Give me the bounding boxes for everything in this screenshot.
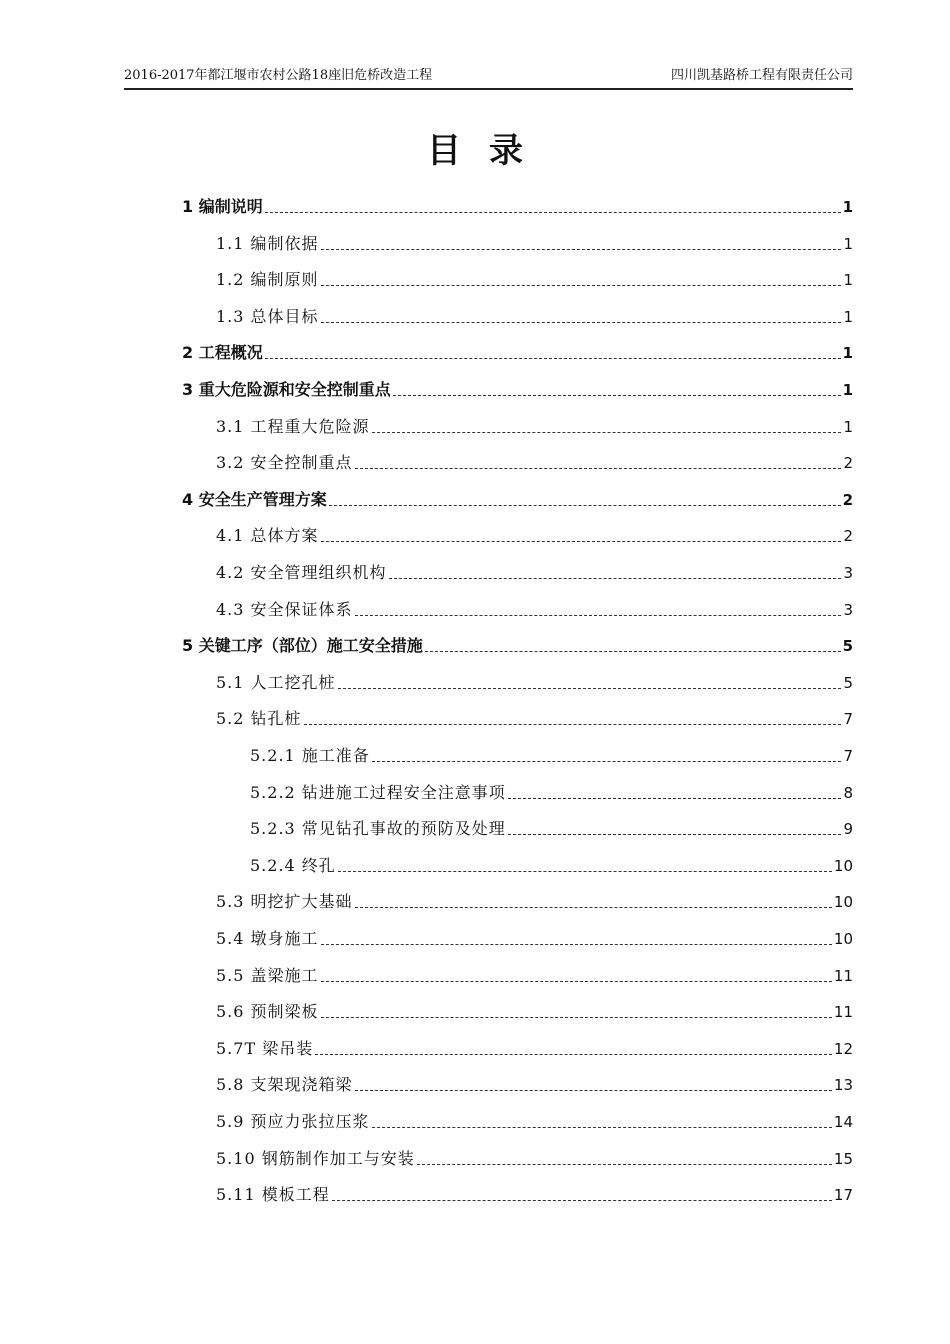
toc-leader-line	[389, 565, 842, 579]
toc-entry-label: 3.2 安全控制重点	[216, 453, 353, 472]
toc-entry-page-number: 15	[833, 1150, 853, 1168]
toc-entry[interactable]	[216, 1109, 853, 1135]
toc-leader-line	[355, 455, 842, 469]
toc-entry-label: 4 安全生产管理方案	[182, 490, 327, 509]
toc-entry[interactable]	[182, 633, 853, 659]
toc-entry-page-number: 17	[833, 1186, 853, 1204]
toc-leader-line	[355, 602, 842, 616]
toc-entry-page-number: 1	[842, 344, 853, 362]
toc-entry-page-number: 5	[843, 674, 853, 692]
toc-leader-line	[321, 968, 832, 982]
toc-entry[interactable]	[216, 1182, 853, 1208]
toc-entry-page-number: 3	[843, 564, 853, 582]
toc-entry[interactable]	[216, 414, 853, 440]
toc-entry-page-number: 1	[842, 198, 853, 216]
toc-entry[interactable]	[250, 816, 853, 842]
toc-entry-label: 5.9 预应力张拉压浆	[216, 1112, 370, 1131]
toc-leader-line	[321, 236, 842, 250]
toc-leader-line	[265, 199, 841, 213]
toc-entry[interactable]	[216, 999, 853, 1025]
header-company-name: 四川凯基路桥工程有限责任公司	[670, 68, 853, 83]
toc-entry-page-number: 13	[833, 1076, 853, 1094]
toc-entry[interactable]	[250, 853, 853, 879]
toc-entry-label: 5.8 支架现浇箱梁	[216, 1075, 353, 1094]
toc-leader-line	[372, 419, 842, 433]
toc-entry-page-number: 14	[833, 1113, 853, 1131]
toc-entry-page-number: 8	[843, 784, 853, 802]
toc-entry-page-number: 10	[833, 857, 853, 875]
toc-leader-line	[508, 785, 842, 799]
toc-entry-label: 4.2 安全管理组织机构	[216, 563, 387, 582]
toc-entry[interactable]	[250, 743, 853, 769]
toc-entry[interactable]	[216, 1072, 853, 1098]
toc-entry-label: 3 重大危险源和安全控制重点	[182, 380, 391, 399]
toc-entry-page-number: 10	[833, 930, 853, 948]
toc-entry-label: 5.2 钻孔桩	[216, 709, 302, 728]
toc-leader-line	[321, 309, 842, 323]
toc-entry-label: 5.4 墩身施工	[216, 929, 319, 948]
toc-entry-page-number: 2	[843, 527, 853, 545]
page-title: 目录	[427, 131, 551, 171]
toc-entry-label: 5.2.4 终孔	[250, 856, 336, 875]
toc-leader-line	[315, 1041, 832, 1055]
toc-entry[interactable]	[216, 889, 853, 915]
toc-entry-page-number: 11	[833, 1003, 853, 1021]
toc-entry-label: 5.1 人工挖孔桩	[216, 673, 336, 692]
toc-leader-line	[304, 711, 842, 725]
toc-entry-label: 1.3 总体目标	[216, 307, 319, 326]
header-project-name: 2016-2017年都江堰市农村公路18座旧危桥改造工程	[124, 68, 433, 83]
toc-entry-page-number: 3	[843, 601, 853, 619]
toc-entry[interactable]	[216, 670, 853, 696]
toc-entry[interactable]	[250, 780, 853, 806]
toc-entry-label: 1 编制说明	[182, 197, 263, 216]
toc-entry-label: 3.1 工程重大危险源	[216, 417, 370, 436]
toc-entry-label: 5.2.2 钻进施工过程安全注意事项	[250, 783, 506, 802]
toc-entry[interactable]	[182, 194, 853, 220]
toc-entry[interactable]	[216, 304, 853, 330]
toc-entry-page-number: 10	[833, 893, 853, 911]
toc-entry-page-number: 1	[842, 381, 853, 399]
toc-entry-page-number: 9	[843, 820, 853, 838]
toc-entry-label: 5.6 预制梁板	[216, 1002, 319, 1021]
toc-entry-label: 5.3 明挖扩大基础	[216, 892, 353, 911]
toc-entry[interactable]	[216, 597, 853, 623]
toc-entry[interactable]	[216, 560, 853, 586]
toc-entry-label: 2 工程概况	[182, 343, 263, 362]
toc-leader-line	[393, 382, 841, 396]
toc-leader-line	[321, 1004, 832, 1018]
toc-entry-page-number: 7	[843, 710, 853, 728]
toc-entry[interactable]	[216, 231, 853, 257]
toc-entry-label: 1.2 编制原则	[216, 270, 319, 289]
toc-entry-page-number: 1	[843, 235, 853, 253]
toc-entry-page-number: 11	[833, 967, 853, 985]
toc-leader-line	[338, 675, 842, 689]
toc-entry-page-number: 2	[842, 491, 853, 509]
toc-entry-label: 5.5 盖梁施工	[216, 966, 319, 985]
toc-entry[interactable]	[216, 706, 853, 732]
toc-entry-label: 4.1 总体方案	[216, 526, 319, 545]
toc-entry-page-number: 12	[833, 1040, 853, 1058]
toc-entry[interactable]	[216, 267, 853, 293]
toc-entry-label: 5.2.3 常见钻孔事故的预防及处理	[250, 819, 506, 838]
toc-leader-line	[265, 345, 841, 359]
toc-entry[interactable]	[216, 450, 853, 476]
toc-entry-page-number: 7	[843, 747, 853, 765]
toc-leader-line	[508, 821, 842, 835]
toc-entry[interactable]	[216, 1146, 853, 1172]
toc-leader-line	[355, 894, 832, 908]
page-header	[124, 66, 853, 90]
toc-leader-line	[332, 1187, 832, 1201]
toc-entry[interactable]	[182, 487, 853, 513]
toc-leader-line	[321, 528, 842, 542]
toc-leader-line	[372, 1114, 832, 1128]
toc-leader-line	[425, 638, 841, 652]
toc-entry[interactable]	[182, 377, 853, 403]
toc-leader-line	[321, 272, 842, 286]
toc-entry-label: 5.11 模板工程	[216, 1185, 330, 1204]
toc-entry-page-number: 1	[843, 271, 853, 289]
toc-entry-label: 4.3 安全保证体系	[216, 600, 353, 619]
toc-entry[interactable]	[216, 1036, 853, 1062]
toc-leader-line	[417, 1151, 832, 1165]
toc-leader-line	[355, 1077, 832, 1091]
toc-entry-label: 5.10 钢筋制作加工与安装	[216, 1149, 415, 1168]
toc-entry[interactable]	[216, 926, 853, 952]
toc-entry-page-number: 1	[843, 308, 853, 326]
toc-entry-page-number: 5	[842, 637, 853, 655]
toc-leader-line	[338, 858, 832, 872]
toc-entry[interactable]	[216, 963, 853, 989]
toc-entry-page-number: 1	[843, 418, 853, 436]
toc-entry[interactable]	[182, 340, 853, 366]
toc-entry[interactable]	[216, 523, 853, 549]
toc-entry-label: 5 关键工序（部位）施工安全措施	[182, 636, 423, 655]
toc-entry-label: 5.2.1 施工准备	[250, 746, 370, 765]
toc-entry-label: 5.7T 梁吊装	[216, 1039, 314, 1058]
toc-leader-line	[329, 492, 841, 506]
toc-leader-line	[372, 748, 842, 762]
toc-leader-line	[321, 931, 832, 945]
toc-entry-label: 1.1 编制依据	[216, 234, 319, 253]
toc-entry-page-number: 2	[843, 454, 853, 472]
